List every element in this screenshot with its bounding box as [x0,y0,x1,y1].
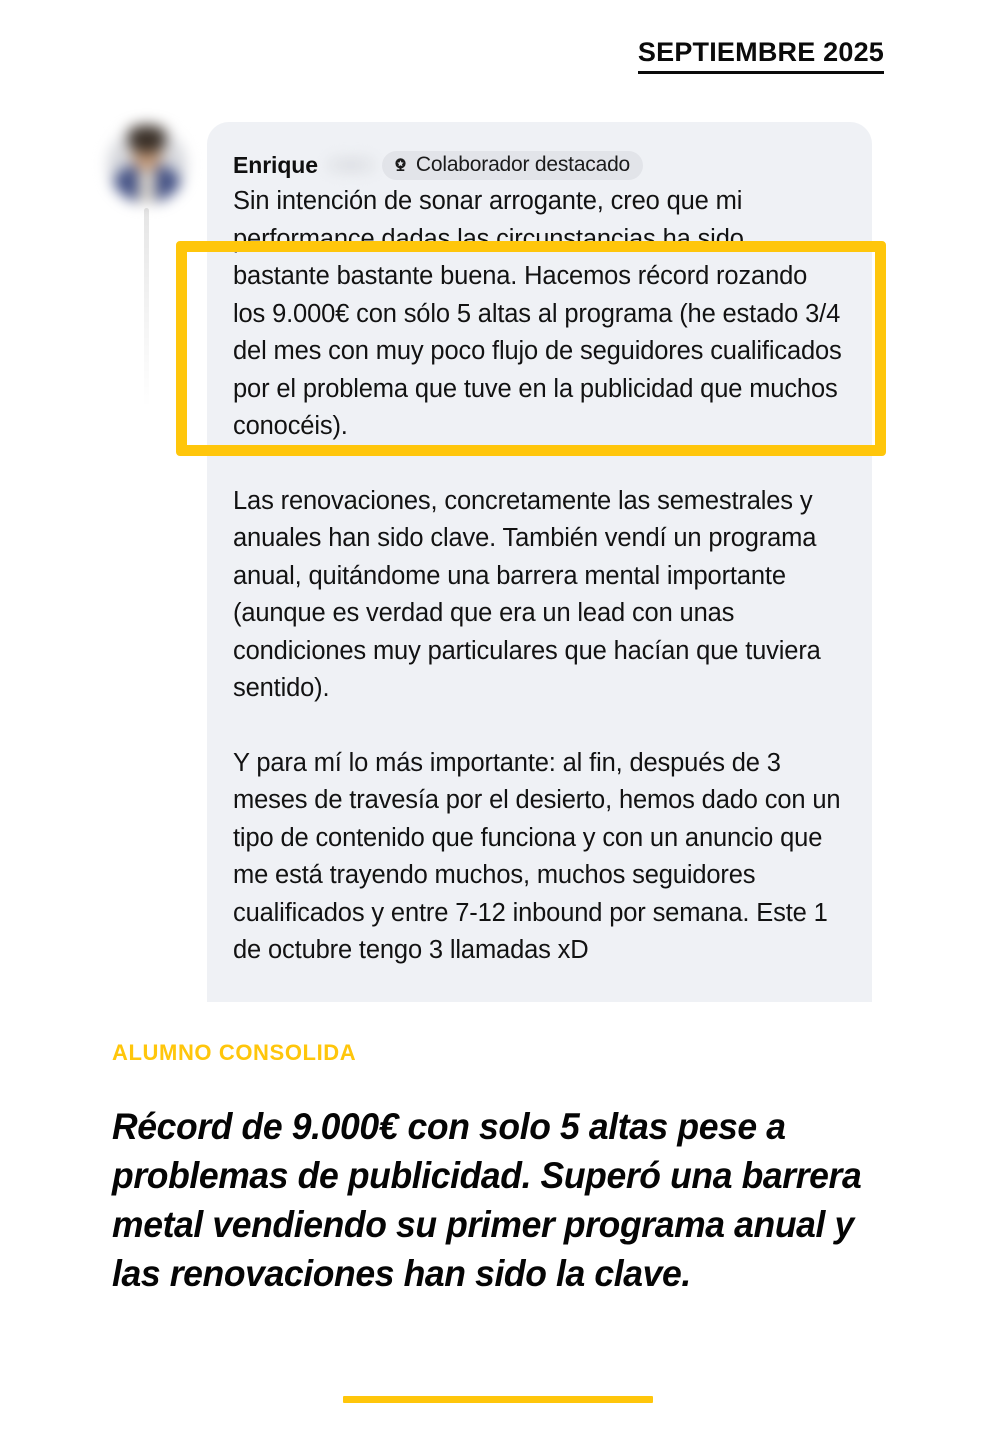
contributor-badge-label: Colaborador destacado [415,153,631,176]
caption-kicker: ALUMNO CONSOLIDA [112,1040,357,1065]
page-header [0,0,996,112]
medal-award-icon [392,157,409,174]
caption-block [112,1040,902,1298]
message-author-row [233,150,846,180]
message-paragraph-1: Sin intención de sonar arrogante, creo que mi performance dadas las circunstancias ha sido bastante bastante buena. Hacemos récord rozando los 9.000€ con sólo 5 altas al programa (he estado 3/4 del mes con muy poco flujo de seguidores cualificados por el problema que tuve en la publicidad que muchos conocéis). [233,187,842,440]
message-paragraph-3: Y para mí lo más importante: al fin, después de 3 meses de travesía por el desierto, hemos dado con un tipo de contenido que funciona y con un anuncio que me está trayendo muchos, muchos seguidores cualificados y entre 7-12 inbound por semana. Este 1 de octubre tengo 3 llamadas xD [233,748,841,964]
message-paragraph-2: Las renovaciones, concretamente las semestrales y anuales han sido clave. También vendí un programa anual, quitándome una barrera mental importante (aunque es verdad que era un lead con unas condiciones muy particulares que hacían que tuviera sentido). [233,486,821,702]
avatar [108,125,186,203]
contributor-badge [382,151,643,180]
author-surname-blurred [324,152,378,178]
header-date-label: SEPTIEMBRE 2025 [638,38,884,74]
chat-screenshot [0,112,996,1002]
avatar-image-blurred [108,125,186,203]
caption-summary: Récord de 9.000€ con solo 5 altas pese a problemas de publicidad. Superó una barrera metal vendiendo su primer programa anual y las renovaciones han sido la clave. [112,1106,862,1295]
message-body [233,183,846,970]
thread-connector-line [144,208,149,408]
author-name: Enrique [233,151,318,178]
bottom-divider [343,1396,653,1403]
message-bubble [207,122,872,1002]
